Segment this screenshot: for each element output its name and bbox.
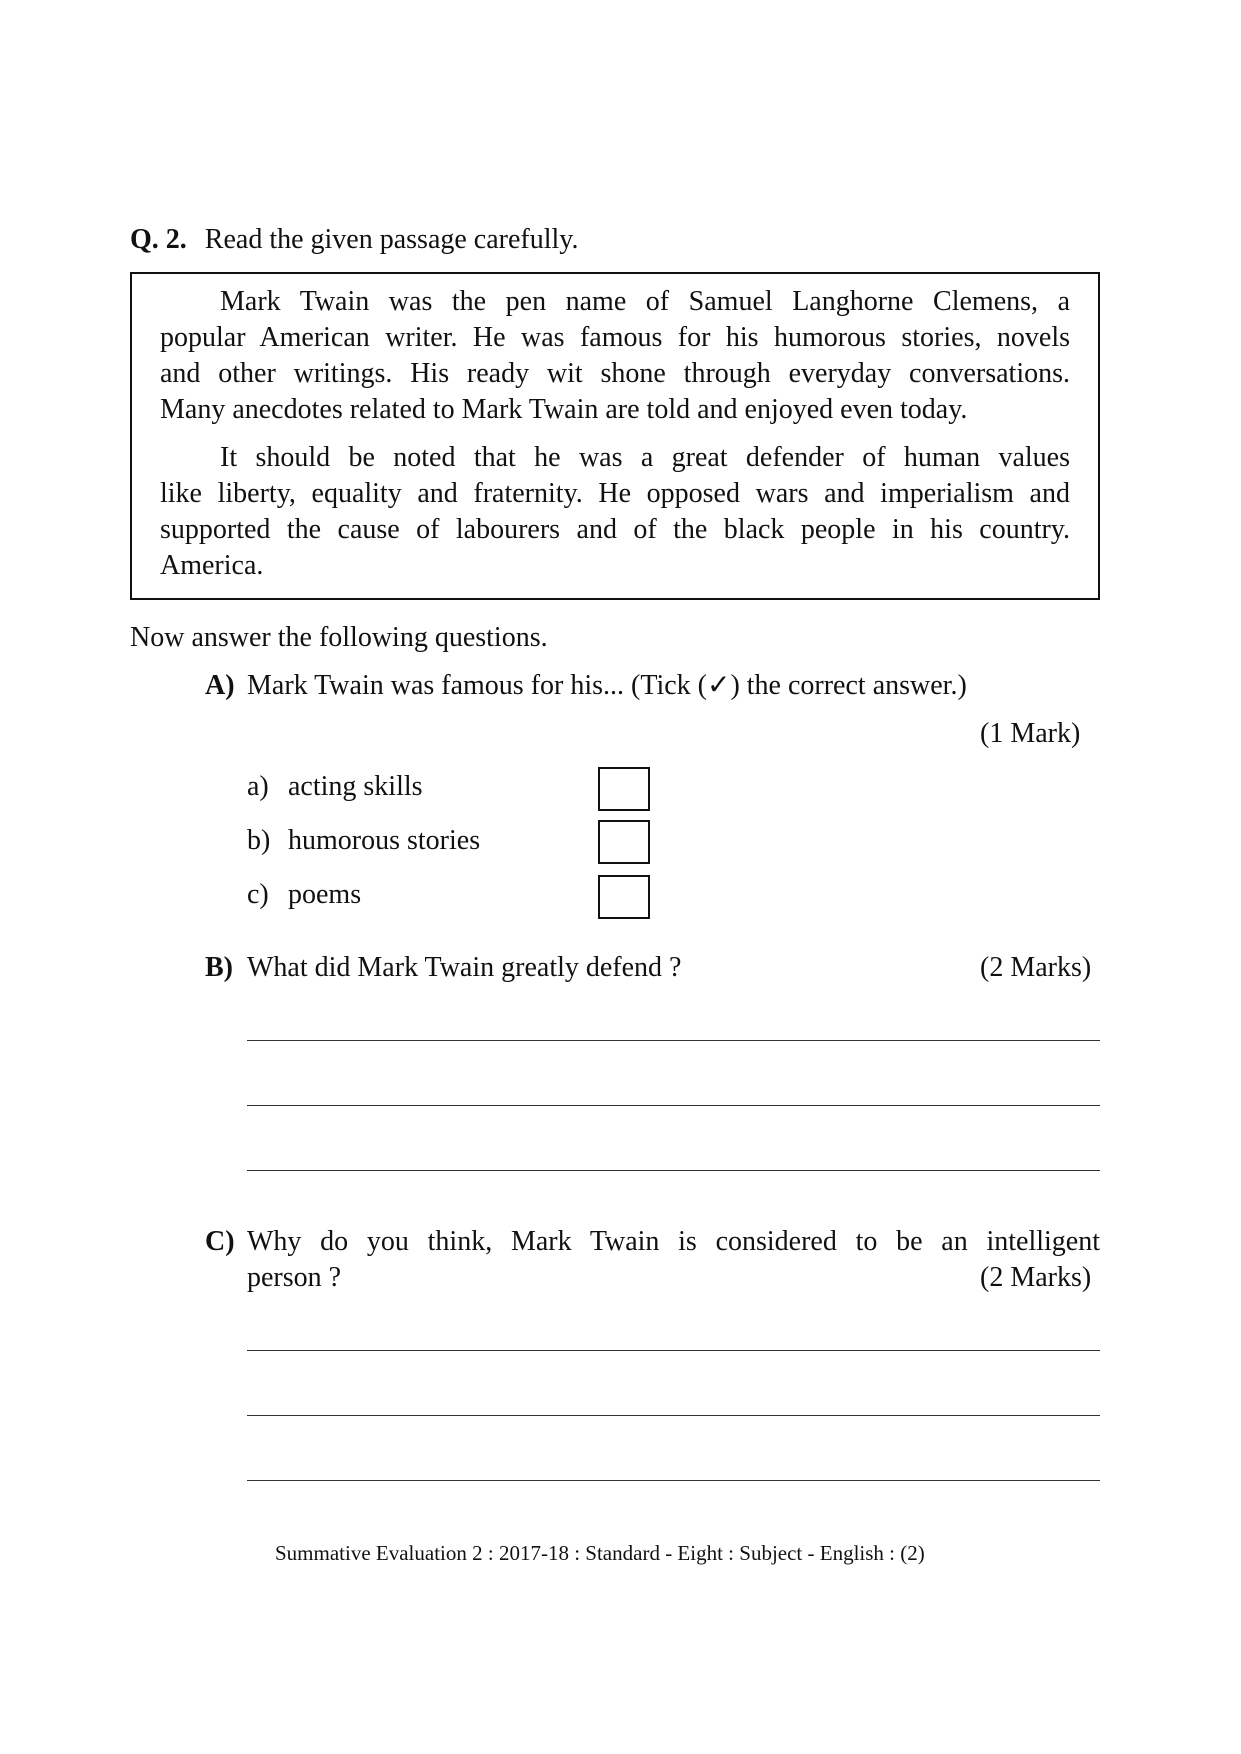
passage-line: Many anecdotes related to Mark Twain are told and enjoyed even today. <box>160 394 968 425</box>
question-c-label: C) <box>205 1226 235 1257</box>
answer-line[interactable] <box>247 1480 1100 1481</box>
option-b <box>247 823 480 859</box>
passage-line: supported the cause of labourers and of the black people in his country. <box>160 514 1070 545</box>
passage-line: It should be noted that he was a great defender of human values <box>220 442 1070 473</box>
option-a <box>247 769 423 805</box>
option-a-tickbox[interactable] <box>598 767 650 811</box>
passage-line: and other writings. His ready wit shone through everyday conversations. <box>160 358 1070 389</box>
passage-box <box>130 272 1100 600</box>
passage-line: Mark Twain was the pen name of Samuel Langhorne Clemens, a <box>220 286 1070 317</box>
option-b-letter: b) <box>247 825 271 856</box>
question-a-label: A) <box>205 670 235 701</box>
question-b-label: B) <box>205 952 233 983</box>
question-a-marks: (1 Mark) <box>980 718 1081 749</box>
question-c <box>205 1224 1100 1260</box>
question-a <box>205 668 967 704</box>
passage-line: America. <box>160 550 264 581</box>
option-c-letter: c) <box>247 879 269 910</box>
option-b-text: humorous stories <box>288 825 481 856</box>
answer-line[interactable] <box>247 1105 1100 1106</box>
question-c-text-line1: Why do you think, Mark Twain is considered to be an intelligent <box>247 1226 1100 1257</box>
question-number: Q. 2. <box>130 224 187 255</box>
option-c-text: poems <box>288 879 362 910</box>
question-c-text-line2: person ? <box>247 1262 342 1293</box>
option-a-text: acting skills <box>288 771 423 802</box>
answer-line[interactable] <box>247 1040 1100 1041</box>
page-footer: Summative Evaluation 2 : 2017-18 : Standard - Eight : Subject - English : (2) <box>275 1541 925 1565</box>
question-a-text: Mark Twain was famous for his... (Tick (✓) the correct answer.) <box>247 670 967 701</box>
question-header <box>130 222 578 258</box>
question-b-marks: (2 Marks) <box>980 952 1092 983</box>
question-b-text: What did Mark Twain greatly defend ? <box>247 952 682 983</box>
option-a-letter: a) <box>247 771 269 802</box>
answer-line[interactable] <box>247 1350 1100 1351</box>
option-b-tickbox[interactable] <box>598 820 650 864</box>
answer-line[interactable] <box>247 1415 1100 1416</box>
passage-line: like liberty, equality and fraternity. He opposed wars and imperialism and <box>160 478 1070 509</box>
passage-line: popular American writer. He was famous for his humorous stories, novels <box>160 322 1070 353</box>
answer-line[interactable] <box>247 1170 1100 1171</box>
question-instruction: Read the given passage carefully. <box>204 224 579 255</box>
option-c <box>247 877 361 913</box>
answer-instruction: Now answer the following questions. <box>130 622 548 653</box>
option-c-tickbox[interactable] <box>598 875 650 919</box>
question-b <box>205 950 681 986</box>
question-c-marks: (2 Marks) <box>980 1262 1092 1293</box>
